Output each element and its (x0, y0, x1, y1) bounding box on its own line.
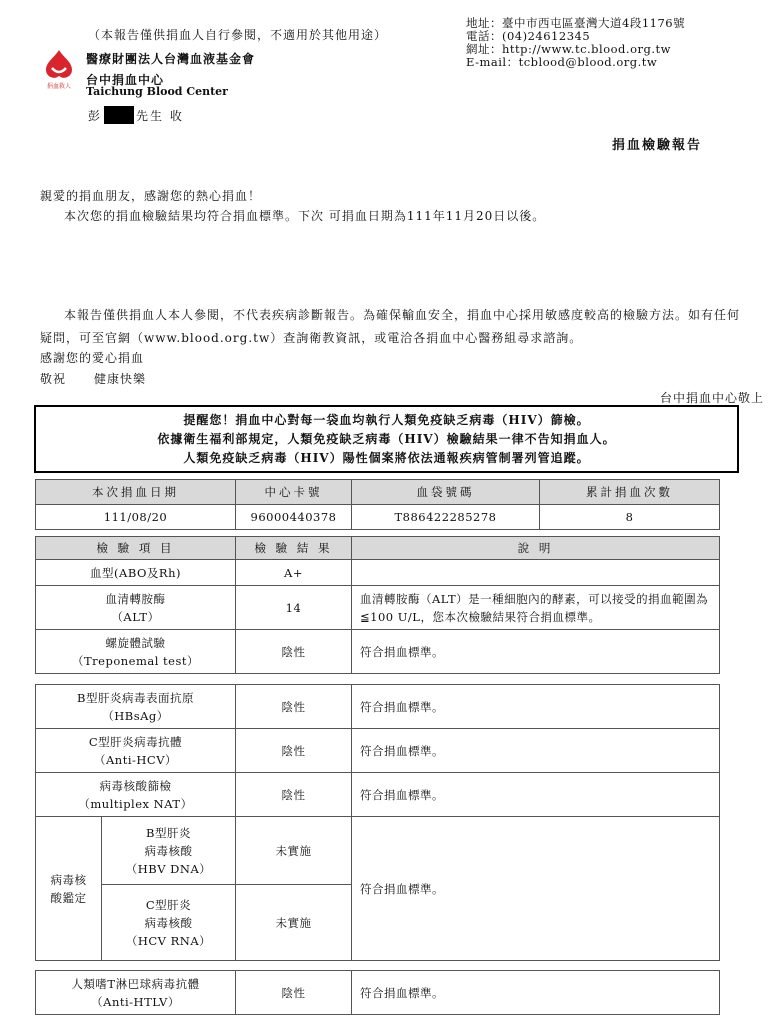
foundation-name: 醫療財團法人台灣血液基金會 (86, 52, 256, 66)
test-result: 陰性 (236, 630, 352, 674)
recipient-suffix: 先生 收 (136, 108, 184, 123)
header-description: 說 明 (352, 537, 720, 560)
test-name: 病毒核酸篩檢 （multiplex NAT） (36, 773, 236, 817)
hcv-rna-name: C型肝炎 病毒核酸 （HCV RNA） (102, 885, 236, 961)
donation-info-table (35, 479, 720, 530)
card-number: 96000440378 (236, 505, 352, 530)
test-name: C型肝炎病毒抗體 （Anti-HCV） (36, 729, 236, 773)
test-result: 陰性 (236, 971, 352, 1015)
result-summary: 本次您的捐血檢驗結果均符合捐血標準。下次 可捐血日期為111年11月20日以後。 (64, 209, 546, 223)
header-donation-count: 累計捐血次數 (540, 480, 720, 505)
test-results-table-1 (35, 536, 720, 674)
test-result: 陰性 (236, 729, 352, 773)
recipient-surname: 彭 (88, 108, 103, 123)
hiv-notice-line-1: 提醒您！捐血中心對每一袋血均執行人類免疫缺乏病毒（HIV）篩檢。 (183, 412, 590, 427)
thanks-line: 感謝您的愛心捐血 (40, 351, 145, 365)
test-description: 符合捐血標準。 (352, 971, 720, 1015)
test-name: 血清轉胺酶 （ALT） (36, 586, 236, 630)
test-name: 血型(ABO及Rh) (36, 560, 236, 586)
bag-number: T886422285278 (352, 505, 540, 530)
blood-drop-heart-logo (40, 46, 78, 90)
contact-phone: 電話：(04)24612345 (466, 29, 591, 43)
hiv-notice-box (34, 405, 739, 473)
hbv-dna-result: 未實施 (236, 817, 352, 885)
hiv-notice-line-3: 人類免疫缺乏病毒（HIV）陽性個案將依法通報疾病管制署列管追蹤。 (183, 450, 590, 465)
contact-website: 網址：http://www.tc.blood.org.tw (466, 42, 671, 56)
regards-1: 敬祝 (40, 372, 67, 386)
contact-address: 地址：臺中市西屯區臺灣大道4段1176號 (466, 16, 686, 30)
test-result: 陰性 (236, 773, 352, 817)
test-description: 血清轉胺酶（ALT）是一種細胞內的酵素，可以接受的捐血範圍為 ≦100 U/L，您本次檢驗結果符合捐血標準。 (352, 586, 720, 630)
signature: 台中捐血中心敬上 (660, 391, 765, 405)
test-result: A+ (236, 560, 352, 586)
test-name: B型肝炎病毒表面抗原 （HBsAg） (36, 685, 236, 729)
test-name: 人類嗜T淋巴球病毒抗體 （Anti-HTLV） (36, 971, 236, 1015)
regards-line (40, 370, 146, 387)
test-name: 螺旋體試驗 （Treponemal test） (36, 630, 236, 674)
svg-text:捐血救人: 捐血救人 (46, 83, 72, 90)
donation-count: 8 (540, 505, 720, 530)
contact-email: E-mail：tcblood@blood.org.tw (466, 55, 658, 69)
nat-group-label: 病毒核 酸鑑定 (36, 817, 102, 961)
hbv-dna-name: B型肝炎 病毒核酸 （HBV DNA） (102, 817, 236, 885)
donation-date: 111/08/20 (36, 505, 236, 530)
center-name-en: Taichung Blood Center (86, 85, 228, 98)
hiv-notice-line-2: 依據衛生福利部規定，人類免疫缺乏病毒（HIV）檢驗結果一律不告知捐血人。 (157, 431, 616, 446)
center-name-zh: 台中捐血中心 (86, 73, 165, 87)
test-description: 符合捐血標準。 (352, 773, 720, 817)
header-donation-date: 本次捐血日期 (36, 480, 236, 505)
regards-2: 健康快樂 (94, 372, 147, 386)
disclaimer-line-2: 疑問，可至官網（www.blood.org.tw）查詢衛教資訊，或電洽各捐血中心醫務組尋求諮詢。 (40, 331, 583, 345)
disclaimer-line-1: 本報告僅供捐血人本人參閱，不代表疾病診斷報告。為確保輸血安全，捐血中心採用敏感度較高的檢驗方法。如有任何 (64, 308, 741, 322)
redaction-block (104, 106, 134, 124)
test-results-table-3 (35, 970, 720, 1015)
hcv-rna-result: 未實施 (236, 885, 352, 961)
header-card-number: 中心卡號 (236, 480, 352, 505)
nat-description: 符合捐血標準。 (352, 817, 720, 961)
header-bag-number: 血袋號碼 (352, 480, 540, 505)
test-description: 符合捐血標準。 (352, 685, 720, 729)
test-result: 14 (236, 586, 352, 630)
usage-note: （本報告僅供捐血人自行參閱，不適用於其他用途） (88, 28, 388, 42)
test-description: 符合捐血標準。 (352, 729, 720, 773)
test-description: 符合捐血標準。 (352, 630, 720, 674)
contact-info (466, 17, 685, 69)
header-test-item: 檢 驗 項 目 (36, 537, 236, 560)
greeting: 親愛的捐血朋友，感謝您的熱心捐血！ (40, 189, 262, 203)
report-title: 捐血檢驗報告 (612, 138, 703, 153)
test-results-table-2 (35, 684, 720, 961)
test-description (352, 560, 720, 586)
test-result: 陰性 (236, 685, 352, 729)
recipient (88, 106, 184, 124)
header-test-result: 檢 驗 結 果 (236, 537, 352, 560)
